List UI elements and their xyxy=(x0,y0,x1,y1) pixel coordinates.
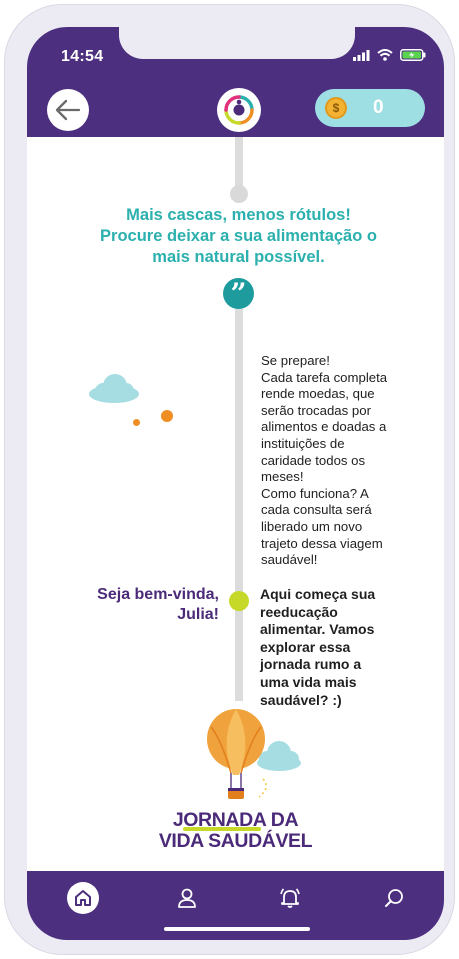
hot-air-balloon-icon xyxy=(197,709,307,809)
battery-icon xyxy=(400,49,426,61)
arrow-left-icon xyxy=(55,99,81,121)
nav-home[interactable] xyxy=(67,882,99,914)
coin-count: 0 xyxy=(373,97,384,118)
app-logo-icon xyxy=(222,93,256,127)
status-icons xyxy=(353,49,426,61)
nav-search[interactable] xyxy=(377,881,411,915)
coin-balance[interactable] xyxy=(315,89,425,127)
welcome-heading: Seja bem-vinda, Julia! xyxy=(97,586,219,623)
status-time: 14:54 xyxy=(61,48,104,65)
coin-icon: $ xyxy=(325,97,347,119)
home-indicator xyxy=(164,927,310,931)
cloud-icon xyxy=(87,372,141,404)
bell-icon xyxy=(278,886,302,910)
decor-dot xyxy=(161,410,173,422)
intro-text: Aqui começa sua reeducação alimentar. Vamos explorar essa jornada rumo a uma vida mais saudável? :) xyxy=(260,586,376,708)
phone-frame xyxy=(4,4,455,955)
signal-icon xyxy=(353,50,370,61)
bottom-nav xyxy=(27,871,444,940)
timeline-node-top xyxy=(230,185,248,203)
home-icon xyxy=(73,888,93,908)
timeline-line-main xyxy=(235,309,243,701)
quote-icon: ” xyxy=(223,278,254,309)
journey-title-line2: VIDA SAUDÁVEL xyxy=(158,830,313,852)
device-notch xyxy=(119,27,355,59)
tasks-info-text: Se prepare! Cada tarefa completa rende moedas, que serão trocadas por alimentos e doadas a instituições de caridade todos os meses! Como funciona? A cada consulta será liberado um novo trajeto dessa viagem saudável! xyxy=(261,353,388,568)
tip-quote: Mais cascas, menos rótulos! Procure deixar a sua alimentação o mais natural possível. xyxy=(100,206,377,266)
search-icon xyxy=(383,887,405,909)
profile-icon xyxy=(176,887,198,909)
nav-notifications[interactable] xyxy=(273,881,307,915)
decor-dot xyxy=(133,419,140,426)
journey-title-line1: JORNADA DA xyxy=(172,809,299,831)
timeline-node-current[interactable] xyxy=(229,591,249,611)
app-logo[interactable] xyxy=(217,88,261,132)
app-screen xyxy=(27,27,444,940)
back-button[interactable] xyxy=(47,89,89,131)
wifi-icon xyxy=(377,49,393,61)
nav-profile[interactable] xyxy=(170,881,204,915)
